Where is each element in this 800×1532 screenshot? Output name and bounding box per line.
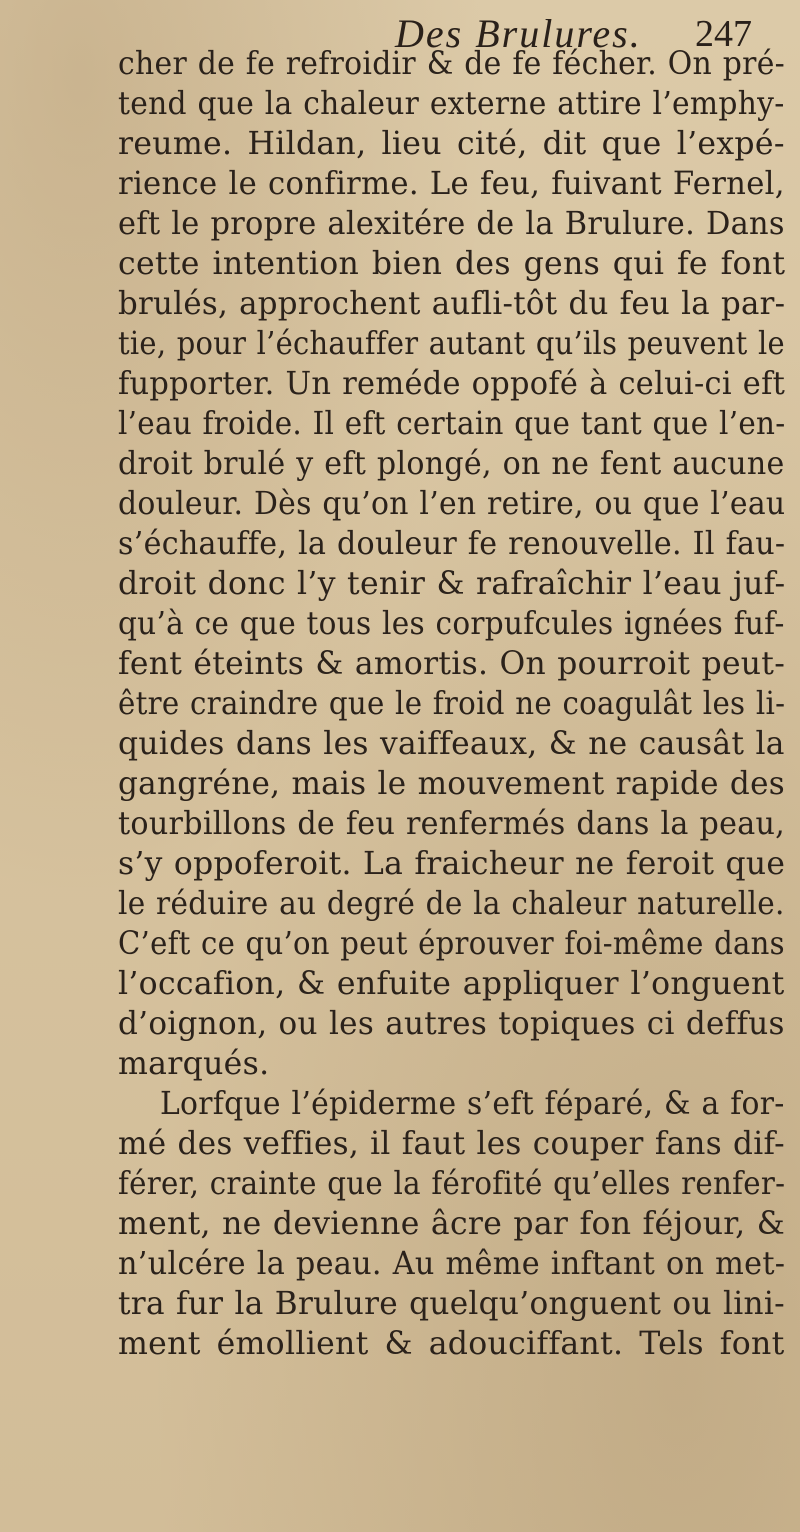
text-line: férer, crainte que la férofité qu’elles renfer-: [118, 1166, 786, 1202]
text-line: rience le confirme. Le feu, fuivant Fernel,: [118, 166, 785, 202]
text-line: mé des veffies, il faut les couper fans dif-: [118, 1126, 785, 1162]
text-line: l’occafion, & enfuite appliquer l’onguent: [118, 966, 785, 1002]
text-line: s’échauffe, la douleur fe renouvelle. Il fau-: [118, 526, 786, 562]
text-line: tend que la chaleur externe attire l’emphy-: [118, 86, 785, 122]
text-line: gangréne, mais le mouvement rapide des: [118, 766, 785, 802]
text-line: s’y oppoferoit. La fraicheur ne feroit que: [118, 846, 786, 882]
text-line: tie, pour l’échauffer autant qu’ils peuvent le: [118, 326, 785, 362]
text-line: eft le propre alexitére de la Brulure. Dans: [118, 206, 785, 242]
text-line: qu’à ce que tous les corpufcules ignées fuf-: [118, 606, 785, 642]
text-line: être craindre que le froid ne coagulât les li-: [118, 686, 786, 722]
text-line: d’oignon, ou les autres topiques ci deffus: [118, 1006, 785, 1042]
text-line: marqués.: [118, 1046, 270, 1082]
text-line: le réduire au degré de la chaleur naturelle.: [118, 886, 785, 922]
text-line: tourbillons de feu renfermés dans la peau,: [118, 806, 786, 842]
text-line: n’ulcére la peau. Au même inftant on met-: [118, 1246, 786, 1282]
text-line: l’eau froide. Il eft certain que tant que l’en-: [118, 406, 786, 442]
text-line: ment, ne devienne âcre par fon féjour, &: [118, 1206, 786, 1242]
text-line: fupporter. Un reméde oppofé à celui-ci eft: [118, 366, 786, 402]
text-line: ment émollient & adouciffant. Tels font: [118, 1326, 785, 1362]
text-line: droit brulé y eft plongé, on ne fent aucune: [118, 446, 785, 482]
text-line: brulés, approchent aufli-tôt du feu la par-: [118, 286, 786, 322]
running-head: Des Brulures.: [395, 11, 642, 56]
page-number: 247: [695, 13, 752, 55]
text-line: douleur. Dès qu’on l’en retire, ou que l’eau: [118, 486, 786, 522]
text-line: cher de fe refroidir & de fe fécher. On pré-: [118, 46, 786, 82]
text-line: reume. Hildan, lieu cité, dit que l’expé-: [118, 126, 785, 162]
text-line: droit donc l’y tenir & rafraîchir l’eau juf-: [118, 566, 786, 602]
paragraph-start-line: Lorfque l’épiderme s’eft féparé, & a for-: [160, 1086, 785, 1122]
text-line: fent éteints & amortis. On pourroit peut-: [118, 646, 786, 682]
text-line: quides dans les vaiffeaux, & ne causât la: [118, 726, 785, 762]
text-line: tra fur la Brulure quelqu’onguent ou lini-: [118, 1286, 785, 1322]
text-line: C’eft ce qu’on peut éprouver foi-même dans: [118, 926, 785, 962]
text-line: cette intention bien des gens qui fe font: [118, 246, 786, 282]
